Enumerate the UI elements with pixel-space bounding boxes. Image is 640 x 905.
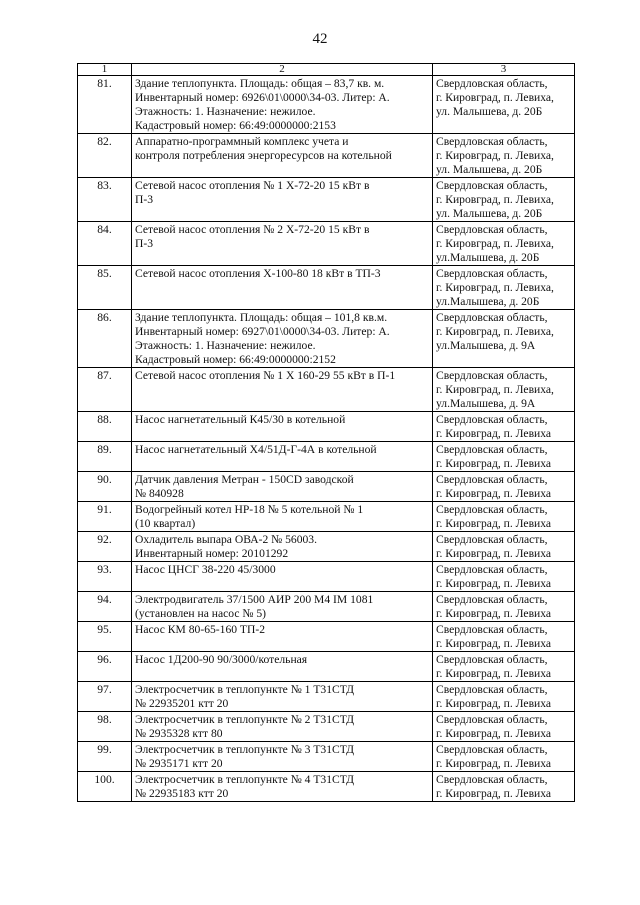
- row-address: [433, 712, 575, 742]
- description-line: (установлен на насос № 5): [135, 607, 267, 620]
- row-address: [433, 472, 575, 502]
- description-line: Насос КМ 80-65-160 ТП-2: [135, 623, 266, 636]
- address-line: г. Кировград, п. Левиха,: [436, 193, 554, 206]
- row-number: 83.: [78, 178, 132, 222]
- row-description: [132, 134, 433, 178]
- description-line: П-3: [135, 193, 154, 206]
- row-number: 82.: [78, 134, 132, 178]
- row-description: [132, 472, 433, 502]
- row-number: 97.: [78, 682, 132, 712]
- page-number: 42: [312, 31, 328, 47]
- row-address: [433, 310, 575, 368]
- row-address: [433, 532, 575, 562]
- row-description: [132, 222, 433, 266]
- row-description: [132, 622, 433, 652]
- row-description: [132, 682, 433, 712]
- address-line: г. Кировград, п. Левиха: [436, 637, 552, 650]
- row-address: [433, 502, 575, 532]
- row-address: [433, 652, 575, 682]
- row-description: [132, 310, 433, 368]
- row-address: [433, 368, 575, 412]
- row-description: [132, 502, 433, 532]
- row-number: 88.: [78, 412, 132, 442]
- row-number: 96.: [78, 652, 132, 682]
- row-description: [132, 412, 433, 442]
- row-address: [433, 222, 575, 266]
- row-description: [132, 178, 433, 222]
- description-line: Электросчетчик в теплопункте № 2 Т31СТД: [135, 713, 355, 726]
- row-address: [433, 772, 575, 802]
- header-col-number: 1: [78, 64, 132, 76]
- address-line: Свердловская область,: [436, 743, 548, 756]
- description-line: Насос 1Д200-90 90/3000/котельная: [135, 653, 308, 666]
- table-row: [78, 134, 575, 178]
- header-col-address: 3: [433, 64, 575, 76]
- address-line: Свердловская область,: [436, 683, 548, 696]
- description-line: Кадастровый номер: 66:49:0000000:2153: [135, 119, 336, 132]
- description-line: Электродвигатель 37/1500 АИР 200 М4 IM 1081: [135, 593, 374, 606]
- table-row: [78, 502, 575, 532]
- description-line: Сетевой насос отопления № 1 Х-72-20 15 кВт в: [135, 179, 370, 192]
- description-line: Датчик давления Метран - 150CD заводской: [135, 473, 354, 486]
- description-line: Электросчетчик в теплопункте № 1 Т31СТД: [135, 683, 355, 696]
- table-row: [78, 412, 575, 442]
- row-address: [433, 442, 575, 472]
- row-address: [433, 742, 575, 772]
- description-line: Кадастровый номер: 66:49:0000000:2152: [135, 353, 336, 366]
- table-row: [78, 622, 575, 652]
- row-description: [132, 742, 433, 772]
- description-line: Инвентарный номер: 6926\01\0000\34-03. Литер: А.: [135, 91, 390, 104]
- property-table: [77, 63, 575, 802]
- table-row: [78, 742, 575, 772]
- address-line: г. Кировград, п. Левиха,: [436, 281, 554, 294]
- table-row: [78, 592, 575, 622]
- description-line: Здание теплопункта. Площадь: общая – 101,8 кв.м.: [135, 311, 388, 324]
- address-line: Свердловская область,: [436, 267, 548, 280]
- description-line: Сетевой насос отопления № 2 Х-72-20 15 кВт в: [135, 223, 370, 236]
- header-row: [78, 64, 575, 76]
- description-line: Здание теплопункта. Площадь: общая – 83,7 кв. м.: [135, 77, 385, 90]
- address-line: г. Кировград, п. Левиха: [436, 457, 552, 470]
- address-line: Свердловская область,: [436, 311, 548, 324]
- row-address: [433, 134, 575, 178]
- table-row: [78, 76, 575, 134]
- table-row: [78, 368, 575, 412]
- row-number: 81.: [78, 76, 132, 134]
- description-line: Аппаратно-программный комплекс учета и: [135, 135, 349, 148]
- address-line: Свердловская область,: [436, 135, 548, 148]
- address-line: ул.Малышева, д. 20Б: [436, 295, 540, 308]
- address-line: г. Кировград, п. Левиха,: [436, 325, 554, 338]
- row-description: [132, 652, 433, 682]
- address-line: Свердловская область,: [436, 473, 548, 486]
- row-number: 86.: [78, 310, 132, 368]
- address-line: Свердловская область,: [436, 713, 548, 726]
- address-line: г. Кировград, п. Левиха: [436, 757, 552, 770]
- row-number: 99.: [78, 742, 132, 772]
- address-line: г. Кировград, п. Левиха,: [436, 149, 554, 162]
- row-number: 100.: [78, 772, 132, 802]
- address-line: Свердловская область,: [436, 77, 548, 90]
- table-row: [78, 532, 575, 562]
- description-line: № 2935171 ктт 20: [135, 757, 223, 770]
- table-row: [78, 178, 575, 222]
- row-address: [433, 412, 575, 442]
- description-line: Электросчетчик в теплопункте № 4 Т31СТД: [135, 773, 355, 786]
- description-line: Насос нагнетательный Х4/51Д-Г-4А в котельной: [135, 443, 377, 456]
- address-line: г. Кировград, п. Левиха: [436, 787, 552, 800]
- row-number: 94.: [78, 592, 132, 622]
- row-number: 98.: [78, 712, 132, 742]
- address-line: г. Кировград, п. Левиха: [436, 607, 552, 620]
- address-line: ул. Малышева, д. 20Б: [436, 105, 543, 118]
- description-line: Водогрейный котел НР-18 № 5 котельной № 1: [135, 503, 364, 516]
- description-line: № 840928: [135, 487, 184, 500]
- description-line: № 22935201 ктт 20: [135, 697, 229, 710]
- description-line: П-3: [135, 237, 154, 250]
- address-line: Свердловская область,: [436, 623, 548, 636]
- description-line: Насос ЦНСГ 38-220 45/3000: [135, 563, 276, 576]
- description-line: Этажность: 1. Назначение: нежилое.: [135, 339, 316, 352]
- address-line: г. Кировград, п. Левиха: [436, 727, 552, 740]
- address-line: г. Кировград, п. Левиха,: [436, 383, 554, 396]
- description-line: Этажность: 1. Назначение: нежилое.: [135, 105, 316, 118]
- address-line: г. Кировград, п. Левиха: [436, 547, 552, 560]
- address-line: Свердловская область,: [436, 653, 548, 666]
- address-line: Свердловская область,: [436, 443, 548, 456]
- table-row: [78, 222, 575, 266]
- description-line: контроля потребления энергоресурсов на котельной: [135, 149, 392, 162]
- row-number: 85.: [78, 266, 132, 310]
- description-line: Сетевой насос отопления № 1 Х 160-29 55 кВт в П-1: [135, 369, 396, 382]
- row-address: [433, 562, 575, 592]
- table-header: [78, 64, 575, 76]
- table-row: [78, 652, 575, 682]
- row-description: [132, 266, 433, 310]
- row-number: 84.: [78, 222, 132, 266]
- description-line: Инвентарный номер: 6927\01\0000\34-03. Литер: А.: [135, 325, 390, 338]
- address-line: г. Кировград, п. Левиха,: [436, 91, 554, 104]
- address-line: Свердловская область,: [436, 503, 548, 516]
- header-col-description: 2: [132, 64, 433, 76]
- description-line: (10 квартал): [135, 517, 196, 530]
- address-line: ул.Малышева, д. 20Б: [436, 251, 540, 264]
- table-row: [78, 562, 575, 592]
- row-description: [132, 772, 433, 802]
- table-row: [78, 712, 575, 742]
- address-line: ул. Малышева, д. 20Б: [436, 207, 543, 220]
- address-line: г. Кировград, п. Левиха: [436, 577, 552, 590]
- row-description: [132, 532, 433, 562]
- description-line: № 22935183 ктт 20: [135, 787, 229, 800]
- row-number: 87.: [78, 368, 132, 412]
- row-number: 92.: [78, 532, 132, 562]
- address-line: г. Кировград, п. Левиха: [436, 697, 552, 710]
- row-address: [433, 178, 575, 222]
- row-description: [132, 442, 433, 472]
- address-line: г. Кировград, п. Левиха: [436, 487, 552, 500]
- row-address: [433, 76, 575, 134]
- address-line: г. Кировград, п. Левиха: [436, 517, 552, 530]
- address-line: Свердловская область,: [436, 369, 548, 382]
- row-number: 93.: [78, 562, 132, 592]
- description-line: Инвентарный номер: 20101292: [135, 547, 289, 560]
- row-description: [132, 712, 433, 742]
- row-address: [433, 622, 575, 652]
- description-line: Охладитель выпара ОВА-2 № 56003.: [135, 533, 317, 546]
- description-line: Насос нагнетательный К45/30 в котельной: [135, 413, 346, 426]
- address-line: Свердловская область,: [436, 563, 548, 576]
- row-number: 89.: [78, 442, 132, 472]
- address-line: ул. Малышева, д. 20Б: [436, 163, 543, 176]
- address-line: г. Кировград, п. Левиха,: [436, 237, 554, 250]
- table-row: [78, 772, 575, 802]
- row-number: 91.: [78, 502, 132, 532]
- row-description: [132, 368, 433, 412]
- row-number: 90.: [78, 472, 132, 502]
- address-line: Свердловская область,: [436, 593, 548, 606]
- description-line: Сетевой насос отопления Х-100-80 18 кВт в ТП-3: [135, 267, 381, 280]
- row-number: 95.: [78, 622, 132, 652]
- table-row: [78, 310, 575, 368]
- table-row: [78, 266, 575, 310]
- row-description: [132, 76, 433, 134]
- row-description: [132, 562, 433, 592]
- address-line: ул.Малышева, д. 9А: [436, 397, 536, 410]
- table-row: [78, 682, 575, 712]
- row-description: [132, 592, 433, 622]
- row-address: [433, 592, 575, 622]
- row-address: [433, 682, 575, 712]
- address-line: ул.Малышева, д. 9А: [436, 339, 536, 352]
- table-body: [78, 76, 575, 802]
- table-row: [78, 442, 575, 472]
- address-line: Свердловская область,: [436, 533, 548, 546]
- description-line: Электросчетчик в теплопункте № 3 Т31СТД: [135, 743, 355, 756]
- row-address: [433, 266, 575, 310]
- table-row: [78, 472, 575, 502]
- address-line: Свердловская область,: [436, 223, 548, 236]
- address-line: Свердловская область,: [436, 179, 548, 192]
- address-line: г. Кировград, п. Левиха: [436, 427, 552, 440]
- address-line: Свердловская область,: [436, 413, 548, 426]
- address-line: г. Кировград, п. Левиха: [436, 667, 552, 680]
- address-line: Свердловская область,: [436, 773, 548, 786]
- description-line: № 2935328 ктт 80: [135, 727, 223, 740]
